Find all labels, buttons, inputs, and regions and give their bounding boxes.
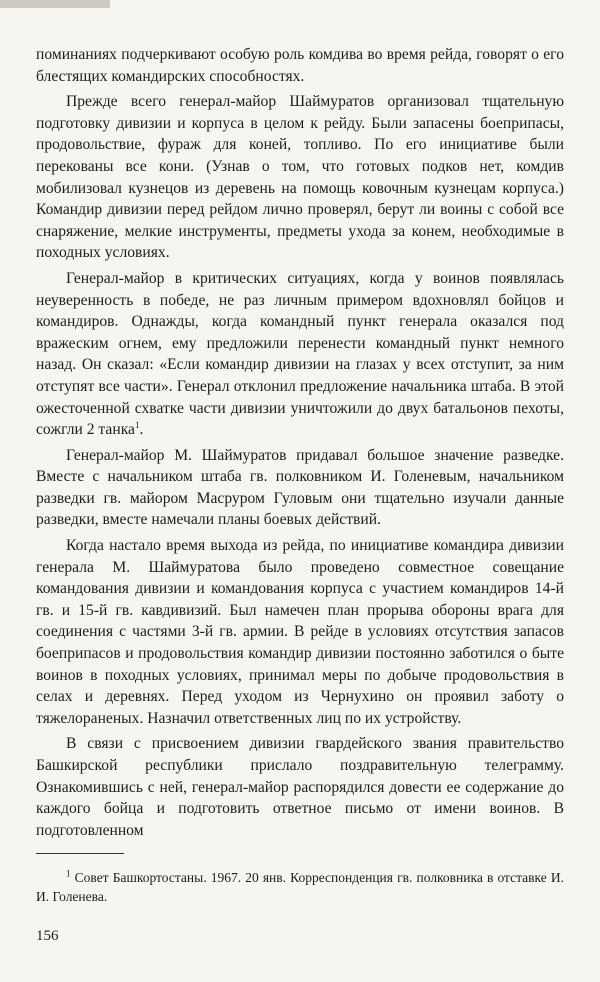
paragraph-6: В связи с присвоением дивизии гвардейского звания правительство Башкирской республики прислало поздравительную телеграмму. Ознакомившись с ней, генерал-майор распорядился довести ее содержание до каждого бойца и подготовить ответное письмо от имени воинов. В подготовленном (36, 735, 564, 839)
paragraph-5: Когда настало время выхода из рейда, по инициативе командира дивизии генерала М. Шаймуратова было проведено совместное совещание командования дивизии и командования корпуса с участием командиров 14-й гв. и 15-й гв. кавдивизий. Был намечен план прорыва обороны врага для соединения с частями 3-й гв. армии. В рейде в условиях отсутствия запасов боеприпасов и продовольствия командир дивизии постоянно заботился о быте воинов в походных условиях, принимал меры по добыче продовольствия в селах и деревнях. Перед уходом из Чернухино он проявил заботу о тяжелораненых. Назначил ответственных лиц по их устройству. (36, 537, 564, 727)
paragraph-4: Генерал-майор М. Шаймуратов придавал большое значение разведке. Вместе с начальником штаба гв. полковником И. Голеневым, начальником разведки гв. майором Масруром Гуловым они тщательно изучали данные разведки, вместе намечали планы боевых действий. (36, 446, 564, 529)
paragraph-1: поминаниях подчеркивают особую роль комдива во время рейда, говорят о его блестящих командирских способностях. (36, 46, 564, 85)
page-body (36, 44, 564, 906)
footnote (36, 868, 564, 906)
footnote-reference: 1 (134, 419, 140, 430)
page-number: 156 (36, 928, 59, 944)
footnote-divider (36, 853, 124, 854)
paragraph-2: Прежде всего генерал-майор Шаймуратов организовал тщательную подготовку дивизии и корпуса в целом к рейду. Были запасены боеприпасы, продовольствие, фураж для коней, топливо. По его инициативе были перекованы все кони. (Узнав о том, что готовых подков нет, комдив мобилизовал кузнецов из деревень на помощь ковочным кузнецам корпуса.) Командир дивизии перед рейдом лично проверял, берут ли воины с собой все снаряжение, мелкие инструменты, предметы ухода за конем, необходимые в походных условиях. (36, 93, 564, 262)
scan-edge-mark (0, 0, 110, 8)
footnote-text: Совет Башкортостаны. 1967. 20 янв. Корреспонденция гв. полковника в отставке И. И. Голенева. (36, 870, 565, 905)
paragraph-3: Генерал-майор в критических ситуациях, когда у воинов появлялась неуверенность в победе, не раз личным примером вдохновлял бойцов и командиров. Однажды, когда командный пункт генерала оказался под вражеским огнем, ему предложили перенести командный пункт немного назад. Он сказал: «Если командир дивизии на глазах у всех отступит, за ним отступят все части». Генерал отклонил предложение начальника штаба. В этой ожесточенной схватке части дивизии уничтожили до двух батальонов пехоты, сожгли 2 танка$^1$. (36, 269, 564, 439)
footnote-marker: 1 (66, 868, 71, 879)
paragraph-3-text: Генерал-майор в критических ситуациях, когда у воинов появлялась неуверенность в победе, не раз личным примером вдохновлял бойцов и командиров. Однажды, когда командный пункт генерала оказался под вражеским огнем, ему предложили перенести командный пункт немного назад. Он сказал: «Если командир дивизии на глазах у всех отступит, за ним отступят все части». Генерал отклонил предложение начальника штаба. В этой ожесточенной схватке части дивизии уничтожили до двух батальонов пехоты, сожгли 2 танка (36, 269, 564, 439)
